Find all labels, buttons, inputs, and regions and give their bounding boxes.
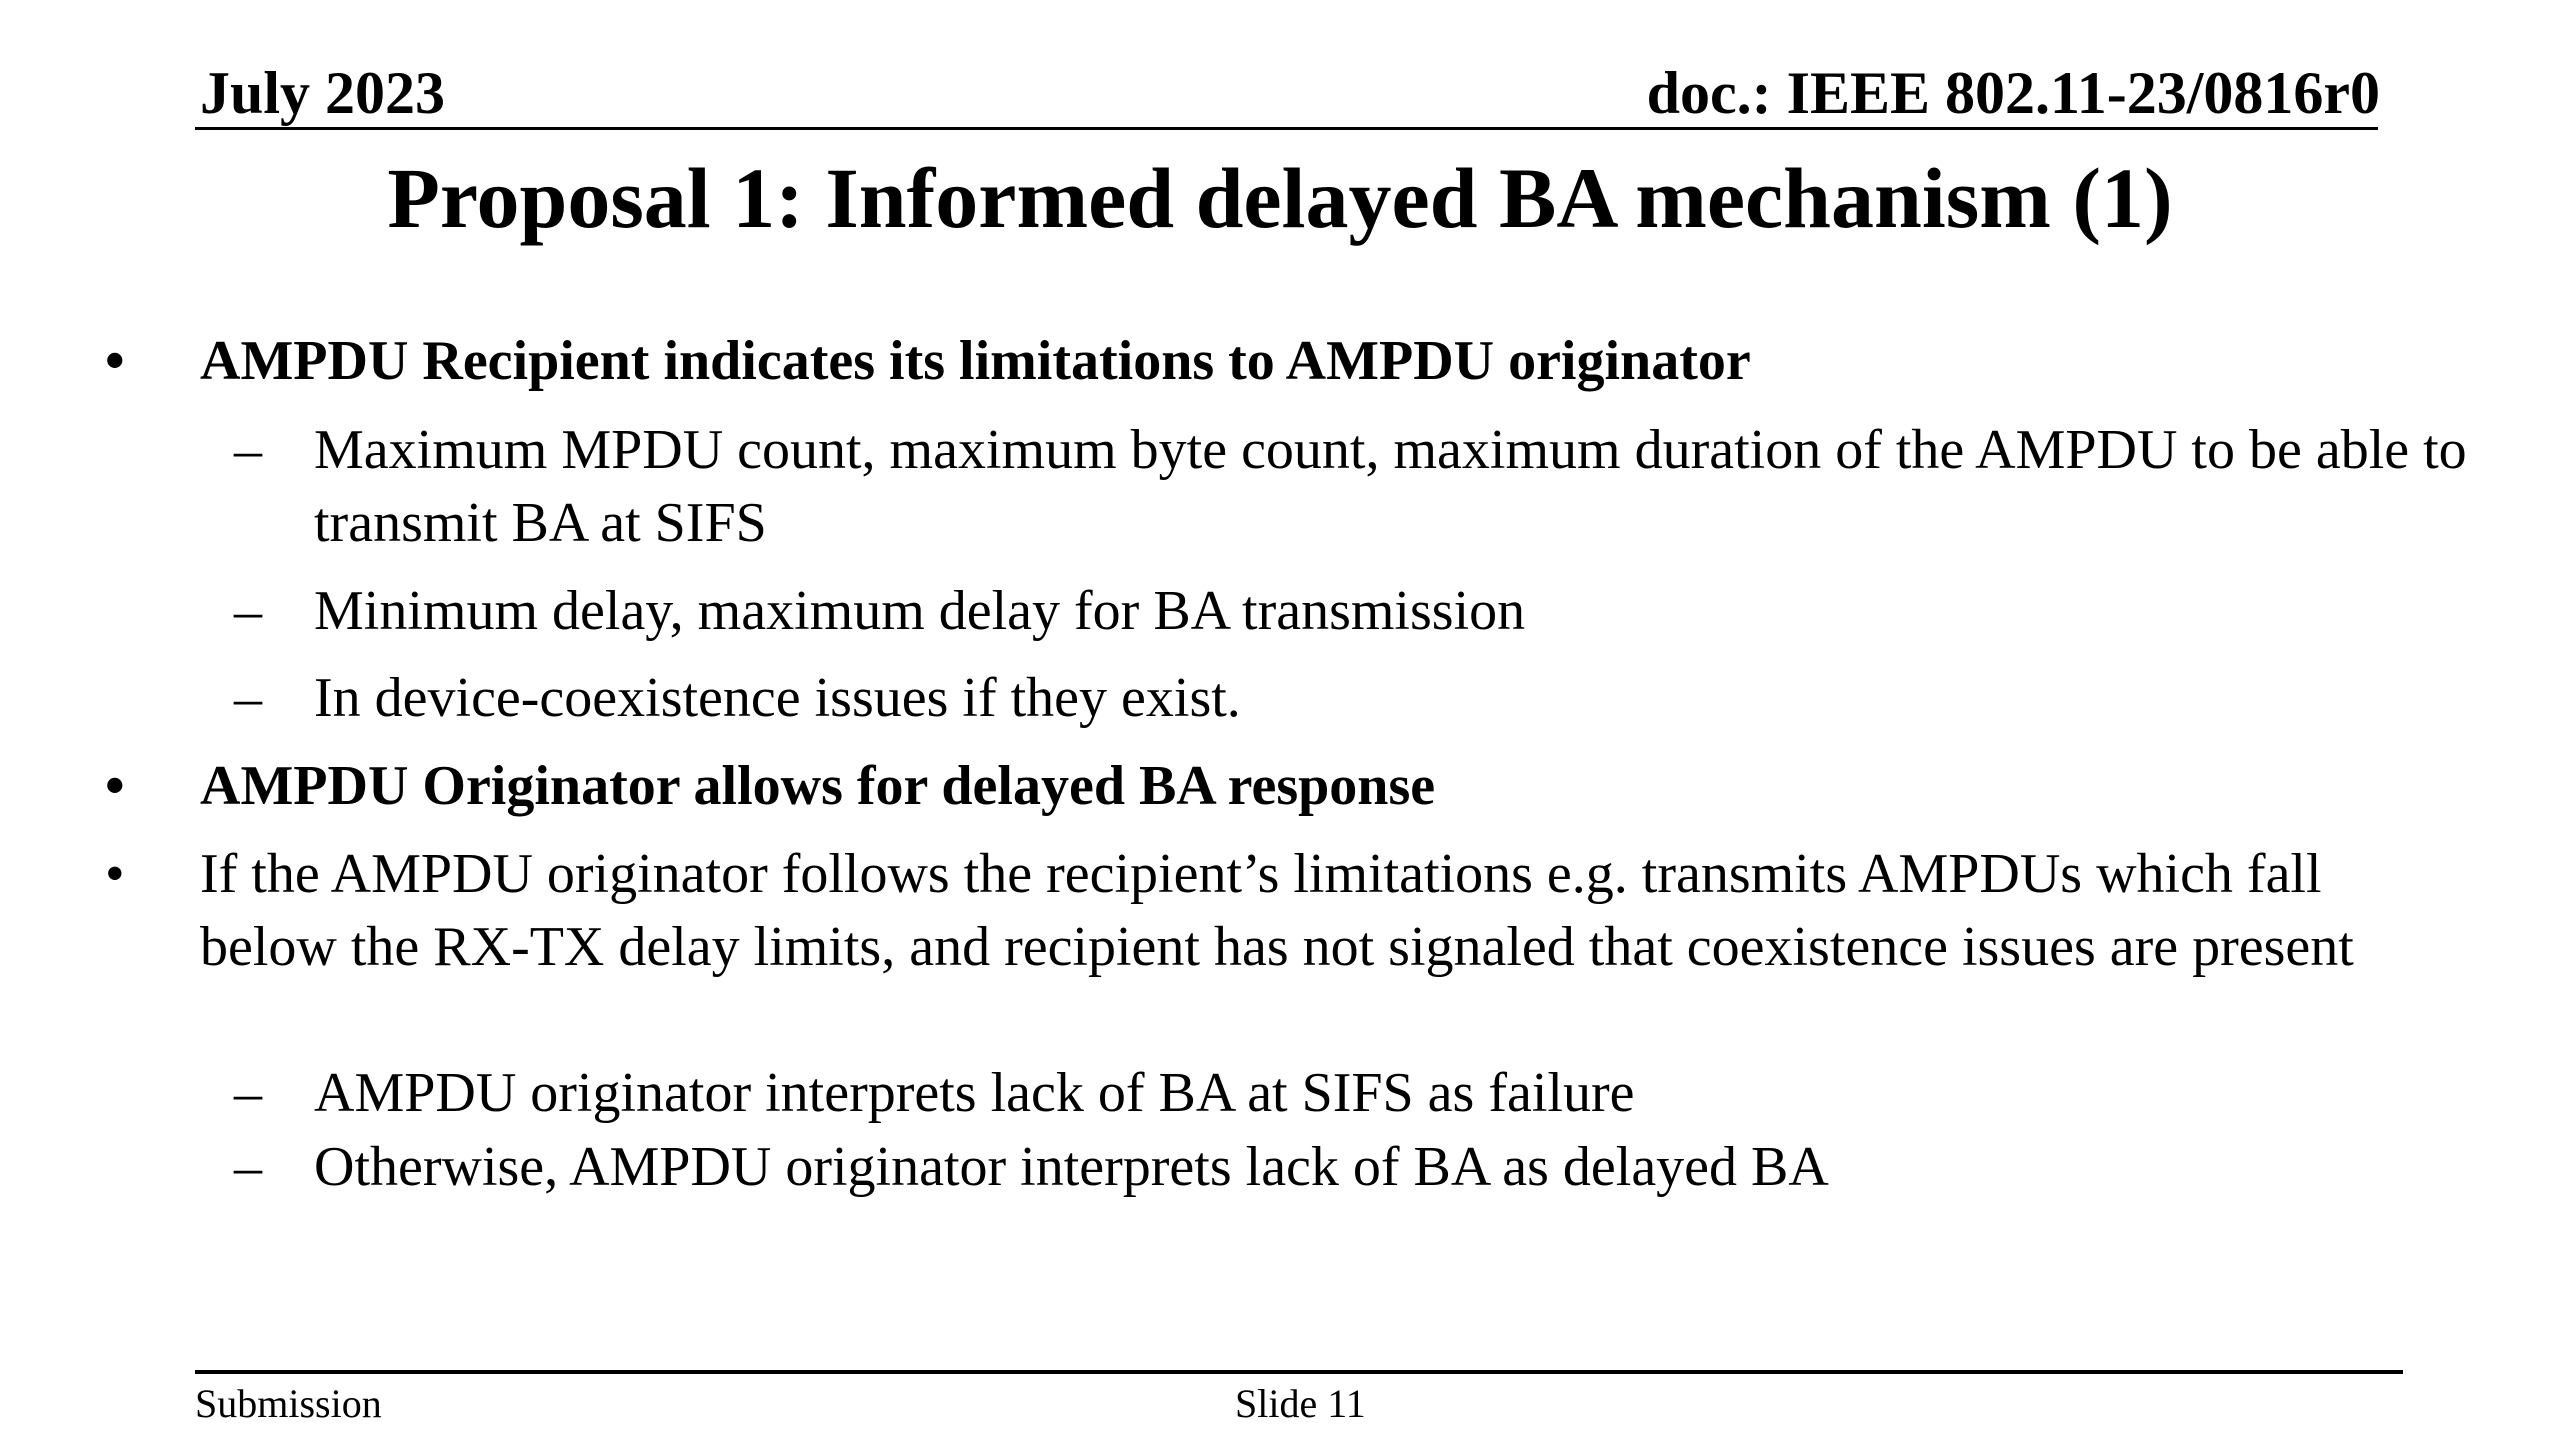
sub-bullet-text: Otherwise, AMPDU originator interprets lack of BA as delayed BA [314,1136,1829,1198]
bullet-text: AMPDU Originator allows for delayed BA response [200,755,1436,817]
dash-marker: – [234,580,262,642]
dash-marker: – [234,1136,262,1198]
bullet-marker: • [105,755,125,817]
slide-title: Proposal 1: Informed delayed BA mechanism (1) [387,150,2173,246]
bullet-marker: • [105,843,125,905]
sub-bullet-text: In device-coexistence issues if they exist. [314,667,1241,729]
bullet-originator-allows [105,750,2470,823]
footer-slide-number: Slide 11 [1235,1381,1366,1426]
dash-marker: – [234,419,262,481]
dash-marker: – [234,1062,262,1124]
footer-submission: Submission [195,1381,382,1426]
sub-bullet-max-limits [234,414,2474,560]
sub-bullet-text: Minimum delay, maximum delay for BA transmission [314,580,1526,642]
bullet-marker: • [105,330,125,392]
dash-marker: – [234,667,262,729]
sub-bullet-failure [234,1057,2474,1130]
bullet-recipient-limitations [105,325,2470,398]
sub-bullet-coexistence [234,662,2474,735]
bullet-text: If the AMPDU originator follows the recipient’s limitations e.g. transmits AMPDUs which fall below the RX-TX delay limits, and recipient has not signaled that coexistence issues are present [200,843,2354,978]
sub-bullet-delayed-ba [234,1131,2474,1204]
footer-divider [195,1370,2403,1374]
sub-bullet-text: AMPDU originator interprets lack of BA at SIFS as failure [314,1062,1635,1124]
header-doc-id: doc.: IEEE 802.11-23/0816r0 [1646,60,2380,126]
header-date: July 2023 [200,60,446,126]
sub-bullet-delay-limits [234,575,2474,648]
bullet-text: AMPDU Recipient indicates its limitations to AMPDU originator [200,330,1751,392]
bullet-originator-follows [105,838,2470,984]
sub-bullet-text: Maximum MPDU count, maximum byte count, maximum duration of the AMPDU to be able to transmit BA at SIFS [314,419,2467,554]
